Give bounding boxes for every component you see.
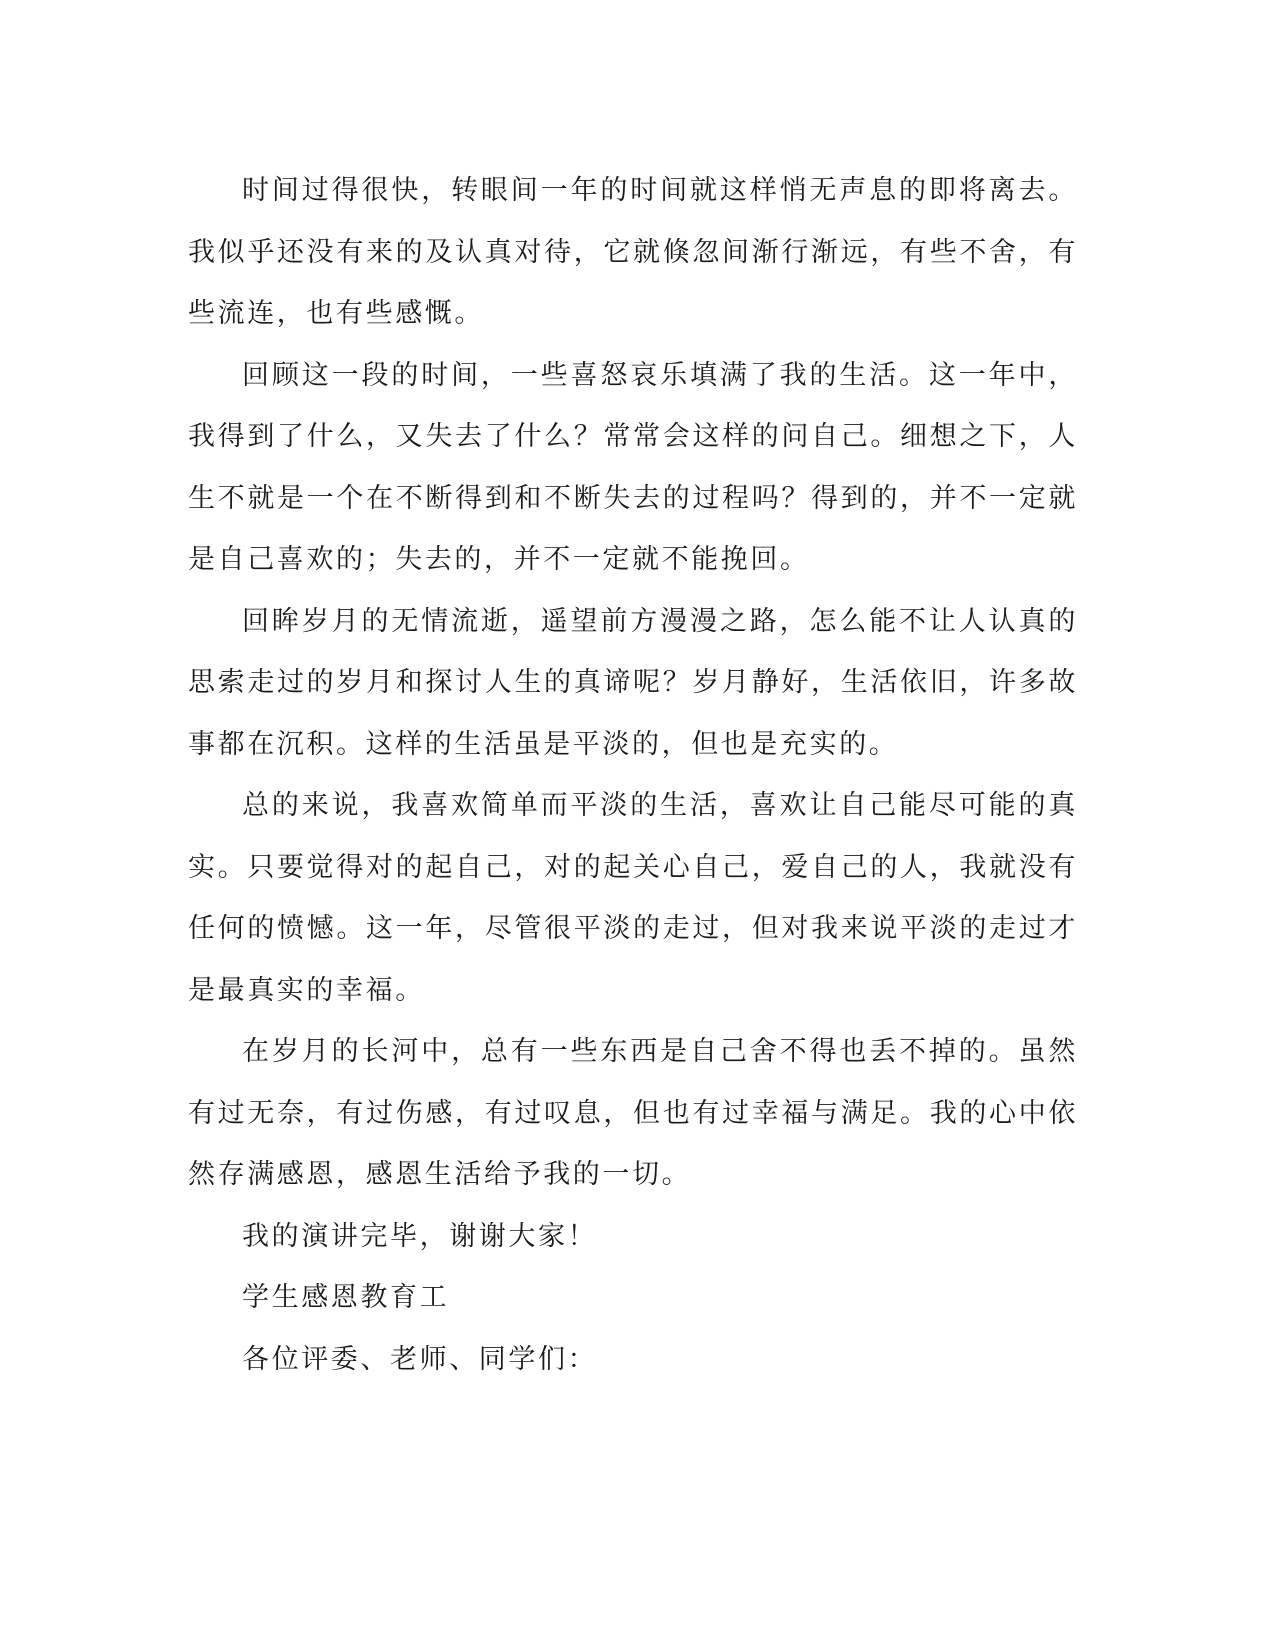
paragraph-2: 回顾这一段的时间，一些喜怒哀乐填满了我的生活。这一年中，我得到了什么，又失去了什么？常常会这样的问自己。细想之下，人生不就是一个在不断得到和不断失去的过程吗？得到的，并不一定就是自己喜欢的；失去的，并不一定就不能挽回。 bbox=[188, 359, 1078, 575]
closing-line: 我的演讲完毕，谢谢大家！ bbox=[242, 1220, 598, 1252]
paragraph-1: 时间过得很快，转眼间一年的时间就这样悄无声息的即将离去。我似乎还没有来的及认真对待，它就倏忽间渐行渐远，有些不舍，有些流连，也有些感慨。 bbox=[188, 175, 1078, 329]
salutation: 各位评委、老师、同学们： bbox=[242, 1343, 598, 1375]
paragraph-5: 在岁月的长河中，总有一些东西是自己舍不得也丢不掉的。虽然有过无奈，有过伤感，有过叹息，但也有过幸福与满足。我的心中依然存满感恩，感恩生活给予我的一切。 bbox=[188, 1036, 1078, 1190]
section-heading: 学生感恩教育工 bbox=[242, 1282, 450, 1313]
paragraph-3: 回眸岁月的无情流逝，遥望前方漫漫之路，怎么能不让人认真的思索走过的岁月和探讨人生的真谛呢？岁月静好，生活依旧，许多故事都在沉积。这样的生活虽是平淡的，但也是充实的。 bbox=[188, 605, 1078, 760]
document-body bbox=[188, 160, 1078, 1390]
paragraph-4: 总的来说，我喜欢简单而平淡的生活，喜欢让自己能尽可能的真实。只要觉得对的起自己，对的起关心自己，爱自己的人，我就没有任何的愤憾。这一年，尽管很平淡的走过，但对我来说平淡的走过才是最真实的幸福。 bbox=[188, 790, 1078, 1006]
